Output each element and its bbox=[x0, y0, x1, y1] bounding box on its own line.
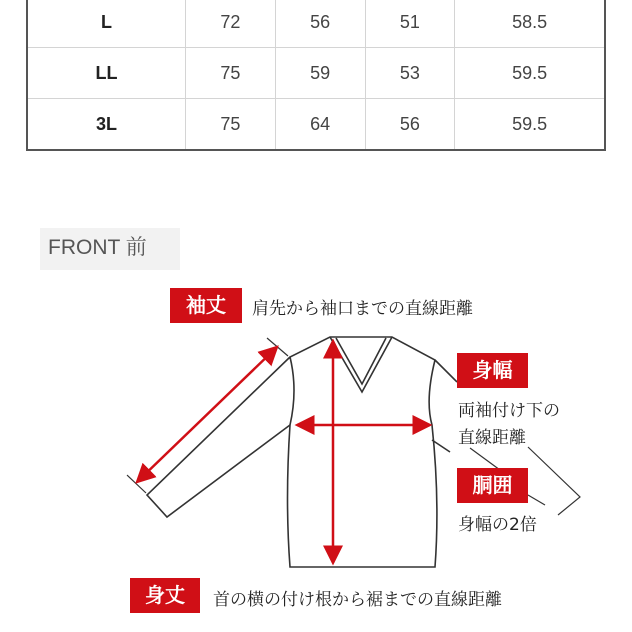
shirt-outline bbox=[147, 337, 457, 567]
sleeve-length-tag: 袖丈 bbox=[170, 288, 242, 323]
value-cell: 58.5 bbox=[455, 0, 605, 48]
body-width-desc-2: 直線距離 bbox=[458, 428, 526, 448]
size-cell: LL bbox=[27, 48, 186, 99]
value-cell: 59.5 bbox=[455, 48, 605, 99]
size-cell: L bbox=[27, 0, 186, 48]
chest-tag: 胴囲 bbox=[457, 468, 528, 503]
value-cell: 75 bbox=[186, 99, 276, 151]
value-cell: 59.5 bbox=[455, 99, 605, 151]
value-cell: 56 bbox=[275, 0, 365, 48]
value-cell: 56 bbox=[365, 99, 455, 151]
chest-desc: 身幅の2倍 bbox=[458, 515, 537, 535]
value-cell: 75 bbox=[186, 48, 276, 99]
front-heading: FRONT 前 bbox=[40, 228, 180, 270]
body-width-desc-1: 両袖付け下の bbox=[458, 401, 560, 421]
sleeve-length-desc: 肩先から袖口までの直線距離 bbox=[252, 299, 473, 319]
value-cell: 64 bbox=[275, 99, 365, 151]
value-cell: 59 bbox=[275, 48, 365, 99]
value-cell: 72 bbox=[186, 0, 276, 48]
body-width-tag: 身幅 bbox=[457, 353, 528, 388]
size-cell: 3L bbox=[27, 99, 186, 151]
sleeve-length-arrow bbox=[137, 347, 277, 482]
body-length-tag: 身丈 bbox=[130, 578, 200, 613]
body-length-desc: 首の横の付け根から裾までの直線距離 bbox=[213, 590, 502, 610]
value-cell: 53 bbox=[365, 48, 455, 99]
value-cell: 51 bbox=[365, 0, 455, 48]
